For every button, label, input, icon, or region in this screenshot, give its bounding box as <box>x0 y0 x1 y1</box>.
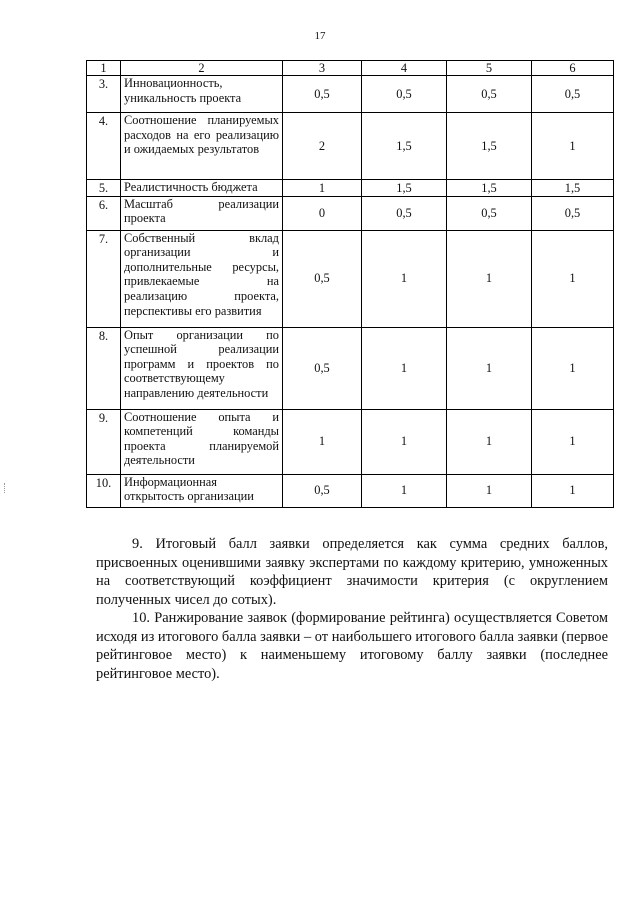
row-number: 7. <box>87 230 121 327</box>
table-row <box>87 327 614 409</box>
row-number: 9. <box>87 409 121 474</box>
table-header-row <box>87 61 614 76</box>
score-cell: 1 <box>447 474 532 507</box>
score-cell: 0,5 <box>283 76 362 113</box>
score-cell: 1 <box>532 327 614 409</box>
score-cell: 0,5 <box>283 327 362 409</box>
score-cell: 0,5 <box>447 76 532 113</box>
table-row <box>87 409 614 474</box>
row-number: 8. <box>87 327 121 409</box>
table-row <box>87 474 614 507</box>
score-cell: 1,5 <box>362 180 447 197</box>
score-cell: 0,5 <box>362 196 447 230</box>
table-row <box>87 230 614 327</box>
score-cell: 1 <box>447 230 532 327</box>
score-cell: 0,5 <box>362 76 447 113</box>
score-cell: 0,5 <box>283 230 362 327</box>
row-number: 5. <box>87 180 121 197</box>
table-row <box>87 76 614 113</box>
score-cell: 1 <box>283 409 362 474</box>
row-number: 4. <box>87 113 121 180</box>
row-number: 3. <box>87 76 121 113</box>
criteria-table <box>86 60 614 508</box>
paragraph-item-9: 9. Итоговый балл заявки определяется как сумма средних баллов, присвоенных оценившими заявку экспертами по каждому критерию, умноженных на соответствующий коэффициент значимости критерия (с округлением полученных чисел до сотых). <box>96 536 608 608</box>
score-cell: 1 <box>362 409 447 474</box>
row-number: 6. <box>87 196 121 230</box>
row-number: 10. <box>87 474 121 507</box>
score-cell: 1 <box>532 474 614 507</box>
header-cell: 5 <box>447 61 532 76</box>
criterion-name: Соотношение опыта и компетенций команды проекта планируемой деятельности <box>121 409 283 474</box>
score-cell: 1 <box>532 409 614 474</box>
score-cell: 0,5 <box>532 76 614 113</box>
paragraph-item-10: 10. Ранжирование заявок (формирование рейтинга) осуществляется Советом исходя из итогового балла заявки – от наибольшего итогового балла заявки (первое рейтинговое место) к наименьшему итоговому баллу заявки (последнее рейтинговое место). <box>96 610 608 682</box>
criterion-name: Соотношение планируемых расходов на его реализацию и ожидаемых результатов <box>121 113 283 180</box>
page-number: 17 <box>314 30 326 42</box>
score-cell: 0,5 <box>283 474 362 507</box>
header-cell: 1 <box>87 61 121 76</box>
header-cell: 4 <box>362 61 447 76</box>
header-cell: 3 <box>283 61 362 76</box>
score-cell: 1 <box>283 180 362 197</box>
criterion-name: Реалистичность бюджета <box>121 180 283 197</box>
header-cell: 2 <box>121 61 283 76</box>
score-cell: 1 <box>532 230 614 327</box>
score-cell: 1 <box>532 113 614 180</box>
score-cell: 1 <box>362 327 447 409</box>
criterion-name: Масштаб реализации проекта <box>121 196 283 230</box>
criterion-name: Информационная открытость организации <box>121 474 283 507</box>
score-cell: 0,5 <box>532 196 614 230</box>
margin-mark <box>4 483 6 493</box>
score-cell: 2 <box>283 113 362 180</box>
table-row <box>87 180 614 197</box>
score-cell: 1,5 <box>447 113 532 180</box>
table-row <box>87 196 614 230</box>
score-cell: 1 <box>362 230 447 327</box>
score-cell: 0 <box>283 196 362 230</box>
table-row <box>87 113 614 180</box>
score-cell: 1,5 <box>362 113 447 180</box>
criterion-name: Собственный вклад организации и дополнительные ресурсы, привлекаемые на реализацию проекта, перспективы его развития <box>121 230 283 327</box>
score-cell: 1 <box>362 474 447 507</box>
score-cell: 1,5 <box>532 180 614 197</box>
header-cell: 6 <box>532 61 614 76</box>
criterion-name: Опыт организации по успешной реализации программ и проектов по соответствующему направлению деятельности <box>121 327 283 409</box>
score-cell: 1,5 <box>447 180 532 197</box>
score-cell: 0,5 <box>447 196 532 230</box>
score-cell: 1 <box>447 327 532 409</box>
score-cell: 1 <box>447 409 532 474</box>
criterion-name: Инновационность, уникальность проекта <box>121 76 283 113</box>
